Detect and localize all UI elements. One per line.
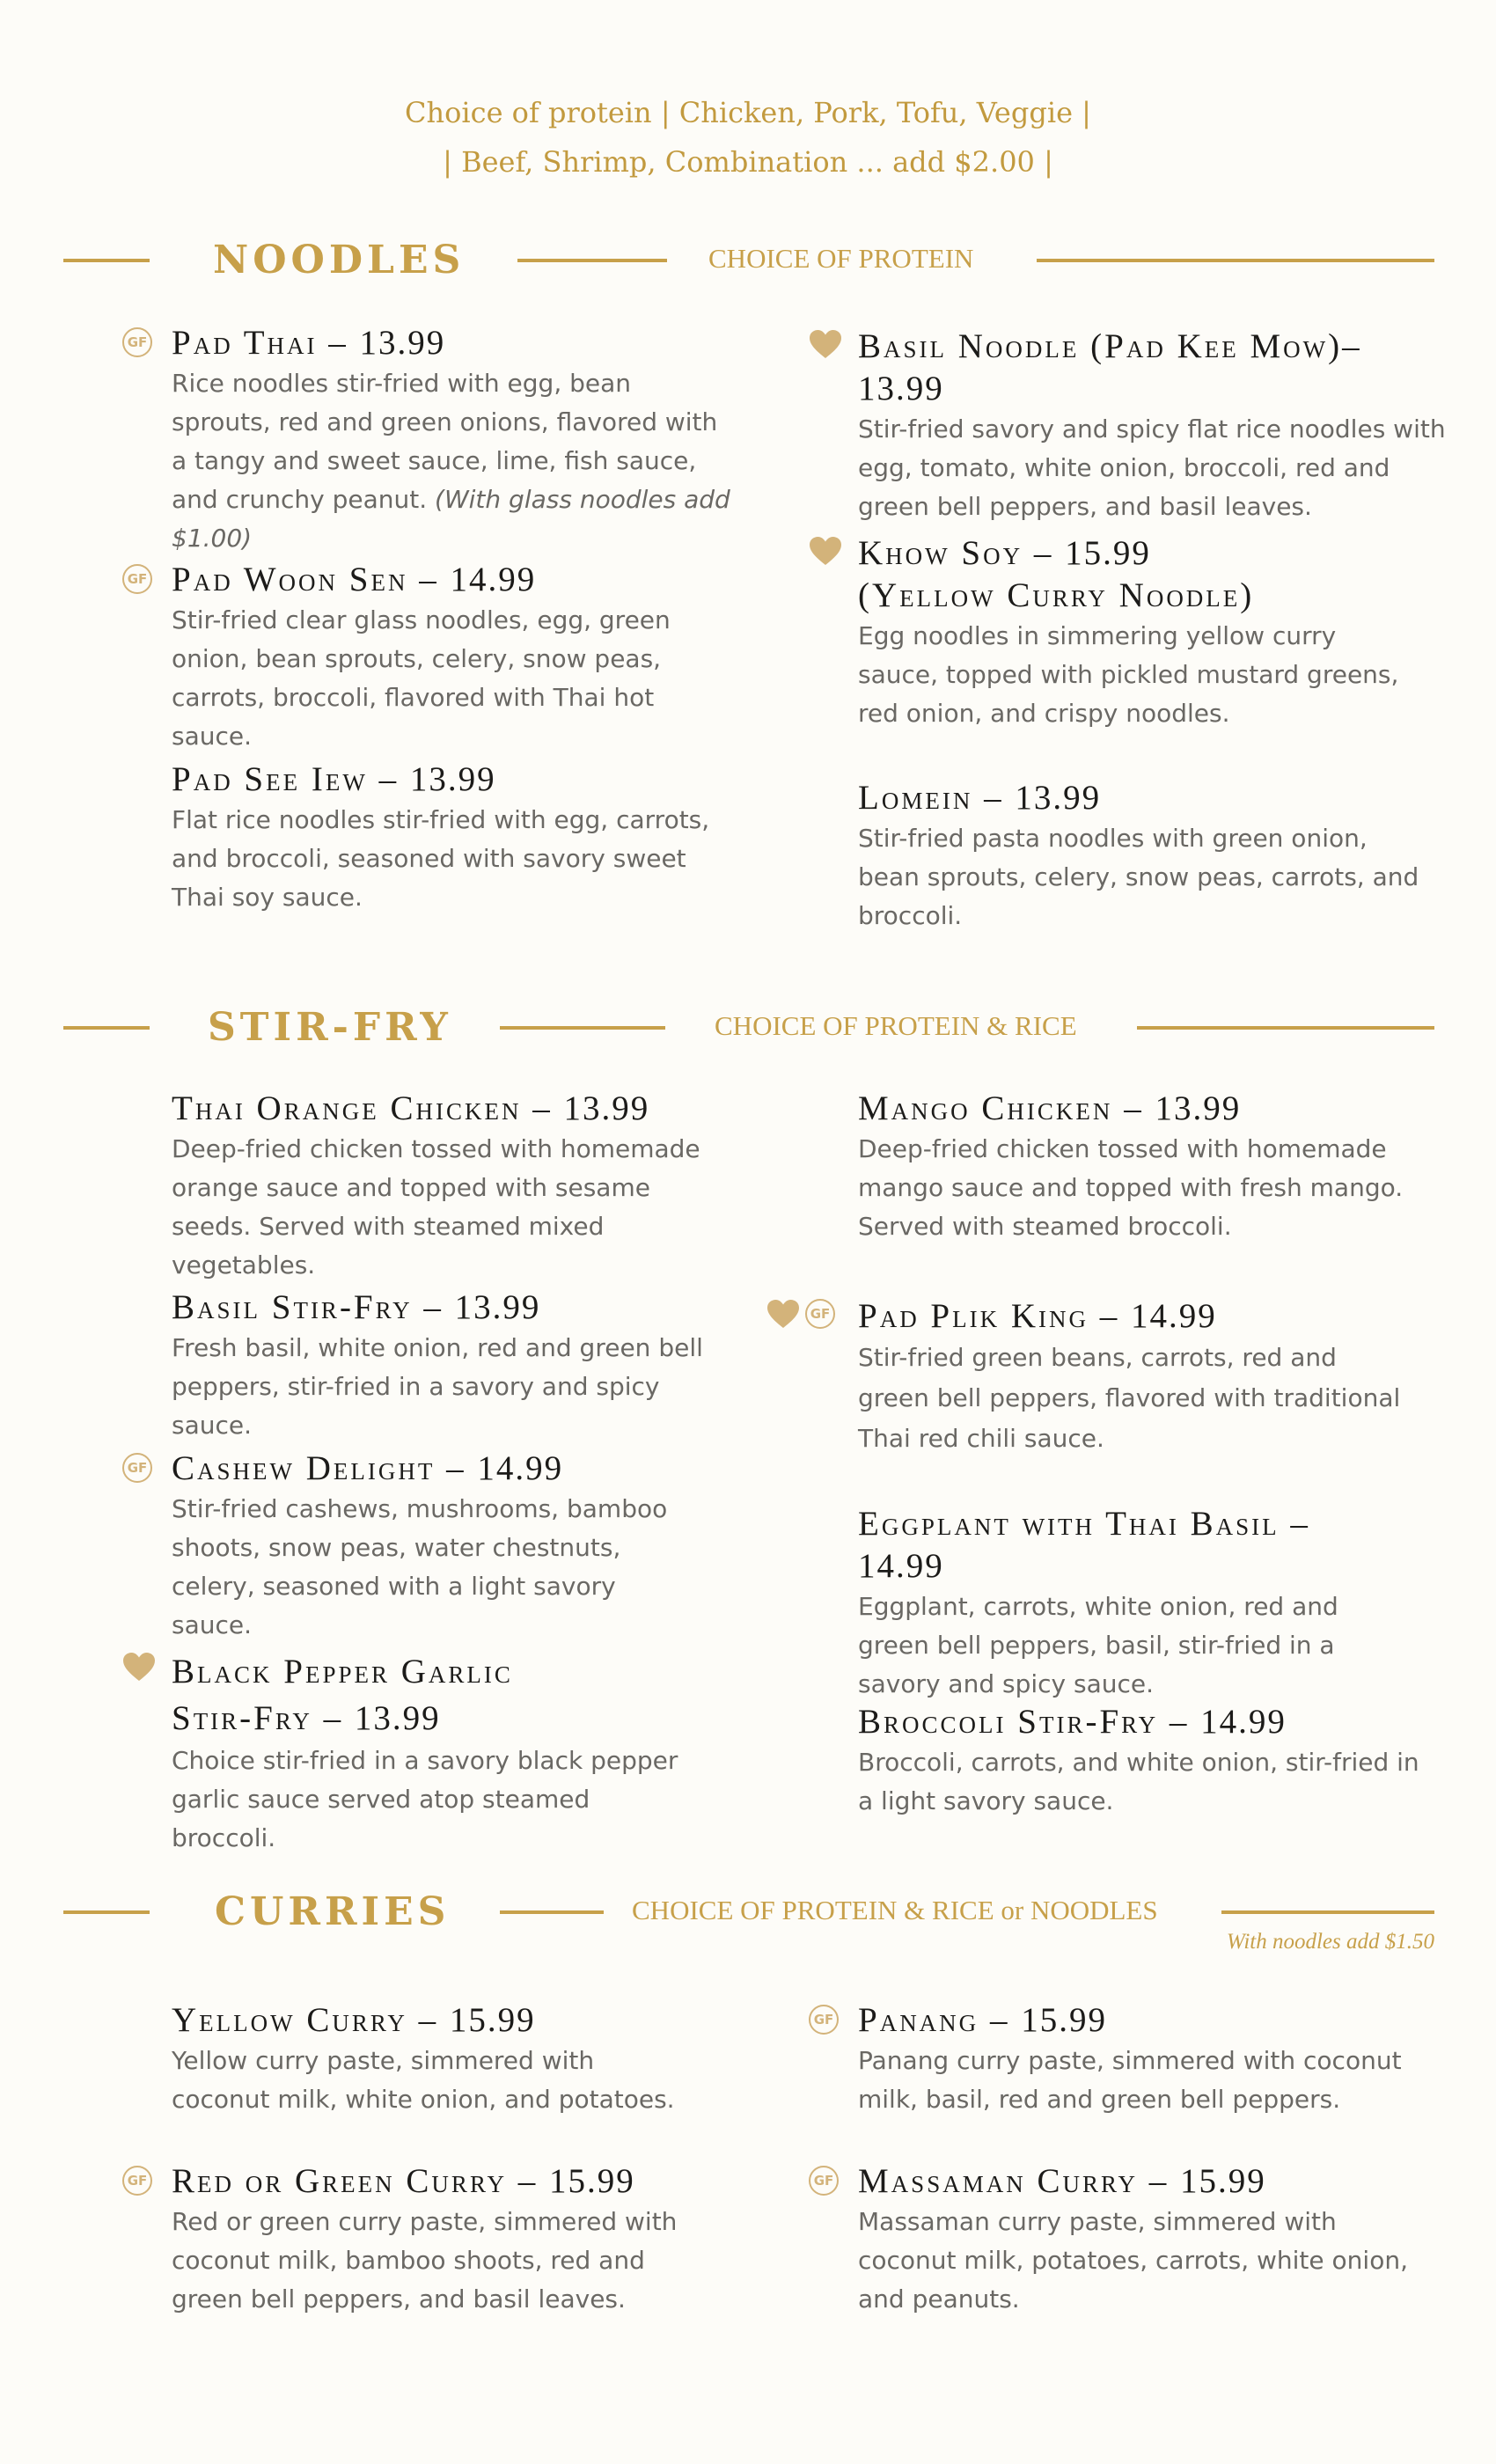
menu-item-yellow-curry <box>172 1999 700 2119</box>
item-price: 14.99 <box>1200 1703 1287 1741</box>
gf-icon: GF <box>805 1299 835 1329</box>
item-price: 13.99 <box>563 1089 650 1127</box>
divider-rule <box>63 1910 150 1914</box>
menu-item-broccoli-stir-fry <box>858 1701 1421 1821</box>
menu-item-mango-chicken <box>858 1088 1439 1246</box>
item-description: Egg noodles in simmering yellow curry sauce, topped with pickled mustard greens, red onion, and crispy noodles. <box>858 621 1399 728</box>
item-name: Basil Noodle (Pad Kee Mow) <box>858 327 1343 365</box>
menu-item-pad-thai <box>127 322 735 558</box>
menu-item-massaman-curry <box>813 2160 1439 2319</box>
item-icons <box>122 2166 152 2196</box>
item-title-line-2: Stir-Fry – 13.99 <box>172 1699 441 1737</box>
item-price: 15.99 <box>1065 534 1151 572</box>
item-title: Broccoli Stir-Fry – 14.99 <box>858 1703 1287 1741</box>
divider-rule <box>517 259 667 262</box>
item-description: Stir-fried savory and spicy flat rice noodles with egg, tomato, white onion, broccoli, red and green bell peppers, and basil leaves. <box>858 414 1446 521</box>
item-description: Stir-fried cashews, mushrooms, bamboo shoots, snow peas, water chestnuts, celery, seasoned with a light savory sauce. <box>172 1494 668 1639</box>
item-name: Khow Soy <box>858 534 1023 572</box>
item-price: 13.99 <box>354 1699 441 1737</box>
item-title: Mango Chicken – 13.99 <box>858 1089 1242 1127</box>
item-description: Choice stir-fried in a savory black pepper garlic sauce served atop steamed broccoli. <box>172 1746 678 1852</box>
menu-item-thai-orange-chicken <box>172 1088 735 1285</box>
item-description: Stir-fried green beans, carrots, red and green bell peppers, flavored with traditional Thai red chili sauce. <box>858 1343 1401 1453</box>
menu-item-red-green-curry <box>127 2160 700 2319</box>
item-title: Eggplant with Thai Basil – 14.99 <box>858 1505 1310 1585</box>
item-name: Pad Woon Sen <box>172 561 408 598</box>
item-title: Cashew Delight – 14.99 <box>172 1449 564 1487</box>
heart-icon <box>809 329 842 359</box>
item-subtitle: (Yellow Curry Noodle) <box>858 576 1255 614</box>
menu-item-lomein <box>858 777 1430 935</box>
item-description: Yellow curry paste, simmered with coconut milk, white onion, and potatoes. <box>172 2046 675 2114</box>
item-title: Panang – 15.99 <box>858 2001 1107 2039</box>
item-name: Thai Orange Chicken <box>172 1089 522 1127</box>
item-icons <box>122 1652 156 1682</box>
item-price: 13.99 <box>454 1288 541 1326</box>
item-name: Broccoli Stir-Fry <box>858 1703 1159 1741</box>
item-name: Basil Stir-Fry <box>172 1288 413 1326</box>
divider-rule <box>63 1026 150 1030</box>
item-price: 15.99 <box>449 2001 536 2039</box>
item-title: Red or Green Curry – 15.99 <box>172 2162 635 2200</box>
item-name: Panang <box>858 2001 979 2039</box>
menu-item-cashew-delight <box>127 1448 700 1645</box>
protein-note-line-1: Choice of protein | Chicken, Pork, Tofu, Veggie | <box>405 96 1091 129</box>
gf-icon: GF <box>809 2166 839 2196</box>
menu-item-pad-plik-king <box>810 1295 1404 1459</box>
item-note: (With glass noodles add $1.00) <box>172 485 730 553</box>
item-description <box>172 364 735 558</box>
item-description: Eggplant, carrots, white onion, red and green bell peppers, basil, stir-fried in a savory and spicy sauce. <box>858 1592 1338 1698</box>
item-description: Panang curry paste, simmered with coconut milk, basil, red and green bell peppers. <box>858 2046 1402 2114</box>
item-title: Massaman Curry – 15.99 <box>858 2162 1266 2200</box>
item-description: Stir-fried pasta noodles with green onion, bean sprouts, celery, snow peas, carrots, and broccoli. <box>858 824 1419 930</box>
item-icons <box>809 2166 839 2196</box>
item-price: 13.99 <box>858 370 944 407</box>
section-subtitle: CHOICE OF PROTEIN <box>708 243 974 274</box>
item-title: Pad Thai – 13.99 <box>172 324 446 362</box>
divider-rule <box>1221 1910 1434 1914</box>
item-name: Black Pepper Garlic <box>172 1653 513 1690</box>
gf-icon: GF <box>122 564 152 594</box>
item-description: Red or green curry paste, simmered with coconut milk, bamboo shoots, red and green bell peppers, and basil leaves. <box>172 2207 678 2314</box>
item-name: Massaman Curry <box>858 2162 1138 2200</box>
item-price: 15.99 <box>1021 2001 1107 2039</box>
heart-icon <box>766 1299 800 1329</box>
heart-icon <box>122 1652 156 1682</box>
menu-item-pad-see-iew <box>172 759 717 917</box>
item-description: Broccoli, carrots, and white onion, stir-fried in a light savory sauce. <box>858 1748 1419 1815</box>
divider-rule <box>63 259 150 262</box>
gf-icon: GF <box>809 2005 839 2035</box>
item-description: Flat rice noodles stir-fried with egg, carrots, and broccoli, seasoned with savory sweet Thai soy sauce. <box>172 805 710 912</box>
item-title: Thai Orange Chicken – 13.99 <box>172 1089 650 1127</box>
item-title: Basil Noodle (Pad Kee Mow)– 13.99 <box>858 327 1362 407</box>
section-title: NOODLES <box>213 238 466 282</box>
item-icons <box>809 2005 839 2035</box>
item-description: Stir-fried clear glass noodles, egg, green onion, bean sprouts, celery, snow peas, carrots, broccoli, flavored with Thai hot sauce. <box>172 605 671 751</box>
menu-item-basil-noodle <box>858 326 1456 526</box>
divider-rule <box>500 1026 665 1030</box>
item-description: Massaman curry paste, simmered with coconut milk, potatoes, carrots, white onion, and peanuts. <box>858 2207 1408 2314</box>
item-title: Lomein – 13.99 <box>858 779 1102 817</box>
item-description: Deep-fried chicken tossed with homemade mango sauce and topped with fresh mango. Served with steamed broccoli. <box>858 1134 1404 1241</box>
item-name: Lomein <box>858 779 973 817</box>
menu-item-khow-soy <box>858 532 1421 733</box>
item-price: 13.99 <box>1155 1089 1242 1127</box>
section-subtitle: CHOICE OF PROTEIN & RICE or NOODLES <box>632 1895 1158 1925</box>
item-price: 15.99 <box>548 2162 635 2200</box>
item-icons <box>122 1453 152 1483</box>
item-title: Pad Woon Sen – 14.99 <box>172 561 537 598</box>
item-price: 14.99 <box>1131 1297 1217 1335</box>
menu-item-eggplant-thai-basil <box>858 1503 1404 1704</box>
gf-icon: GF <box>122 2166 152 2196</box>
menu-item-panang <box>813 1999 1439 2119</box>
item-icons <box>122 327 152 357</box>
item-icons <box>809 536 842 566</box>
item-title <box>172 1648 700 1695</box>
divider-rule <box>1137 1026 1434 1030</box>
item-price: 15.99 <box>1180 2162 1266 2200</box>
heart-icon <box>809 536 842 566</box>
protein-choice-note <box>0 88 1496 187</box>
item-price: 14.99 <box>477 1449 564 1487</box>
divider-rule <box>1037 259 1434 262</box>
item-name-2: Stir-Fry <box>172 1699 312 1737</box>
item-title: Basil Stir-Fry – 13.99 <box>172 1288 541 1326</box>
item-name: Yellow Curry <box>172 2001 407 2039</box>
item-title: Pad Plik King – 14.99 <box>858 1297 1217 1335</box>
item-name: Cashew Delight <box>172 1449 436 1487</box>
gf-icon: GF <box>122 1453 152 1483</box>
item-name: Mango Chicken <box>858 1089 1113 1127</box>
item-description: Deep-fried chicken tossed with homemade orange sauce and topped with sesame seeds. Served with steamed mixed vegetables. <box>172 1134 700 1280</box>
item-price: 13.99 <box>359 324 446 362</box>
item-name: Pad Plik King <box>858 1297 1089 1335</box>
item-icons <box>809 329 842 359</box>
item-price: 14.99 <box>450 561 537 598</box>
item-name: Pad Thai <box>172 324 318 362</box>
protein-note-line-2: | Beef, Shrimp, Combination ... add $2.00 | <box>443 145 1053 179</box>
item-title: Yellow Curry – 15.99 <box>172 2001 536 2039</box>
menu-item-black-pepper-garlic <box>172 1648 700 1858</box>
item-name: Pad See Iew <box>172 760 368 798</box>
item-title: Khow Soy – 15.99 <box>858 534 1151 572</box>
item-desc-text: Rice noodles stir-fried with egg, bean sprouts, red and green onions, flavored with a tangy and sweet sauce, lime, fish sauce, and crunchy peanut. <box>172 369 718 514</box>
item-price: 13.99 <box>1015 779 1102 817</box>
item-price: 13.99 <box>409 760 496 798</box>
section-title: CURRIES <box>215 1889 451 1934</box>
item-name: Red or Green Curry <box>172 2162 507 2200</box>
section-note: With noodles add $1.50 <box>1226 1930 1434 1954</box>
item-icons <box>122 564 152 594</box>
gf-icon: GF <box>122 327 152 357</box>
item-name: Eggplant with Thai Basil <box>858 1505 1280 1543</box>
item-description: Fresh basil, white onion, red and green bell peppers, stir-fried in a savory and spicy sauce. <box>172 1333 703 1440</box>
menu-item-pad-woon-sen <box>127 559 735 756</box>
item-title: Pad See Iew – 13.99 <box>172 760 496 798</box>
item-icons <box>766 1299 835 1329</box>
menu-item-basil-stir-fry <box>172 1287 735 1445</box>
section-subtitle: CHOICE OF PROTEIN & RICE <box>715 1010 1077 1041</box>
divider-rule <box>500 1910 604 1914</box>
section-title: STIR-FRY <box>208 1005 452 1050</box>
item-price: 14.99 <box>858 1547 944 1585</box>
